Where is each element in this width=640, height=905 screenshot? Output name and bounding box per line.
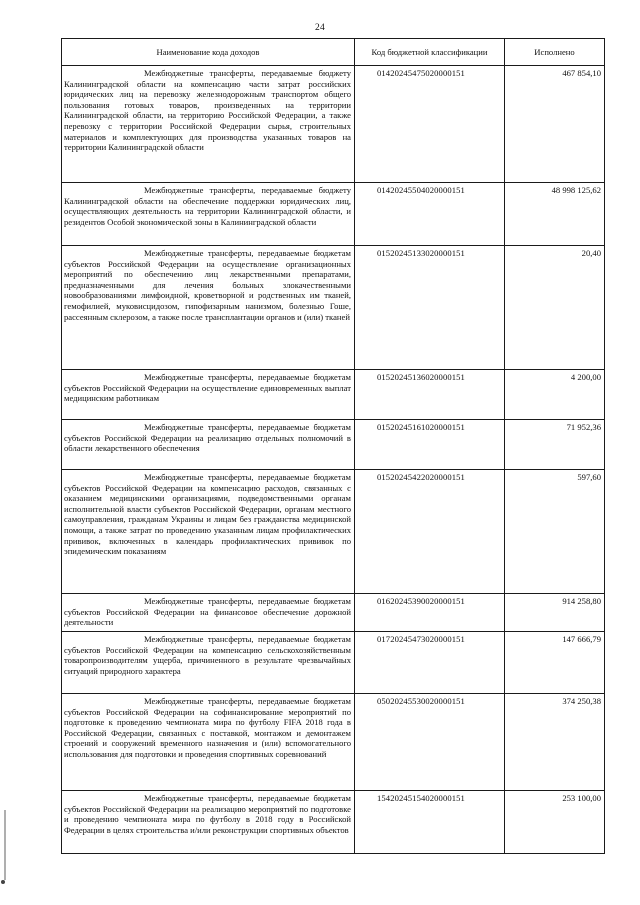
table-header-row xyxy=(62,39,605,66)
revenue-name-text: Межбюджетные трансферты, передаваемые бюджетам субъектов Российской Федерации на осуществление организационных мероприятий по обеспечению лиц лекарственными препаратами, предназначенными для лечения больных злокачественными новообразованиями лимфоидной, кроветворной и родственных им тканей, гемофилией, муковисцидозом, гипофизарным нанизмом, болезнью Гоше, рассеянным склерозом, а также после трансплантации органов и (или) тканей xyxy=(64,248,351,322)
revenue-name-cell xyxy=(62,791,355,854)
executed-amount-cell: 467 854,10 xyxy=(505,66,605,183)
budget-code-cell: 15420245154020000151 xyxy=(355,791,505,854)
table-row xyxy=(62,420,605,470)
table-row xyxy=(62,370,605,420)
revenue-name-cell xyxy=(62,370,355,420)
budget-code-cell: 01420245504020000151 xyxy=(355,183,505,246)
executed-amount-cell: 4 200,00 xyxy=(505,370,605,420)
budget-code-cell: 01520245422020000151 xyxy=(355,470,505,594)
revenue-name-cell xyxy=(62,594,355,632)
revenue-name-cell xyxy=(62,470,355,594)
scan-edge-mark xyxy=(4,810,6,880)
revenue-name-text: Межбюджетные трансферты, передаваемые бюджетам субъектов Российской Федерации на осуществление единовременных выплат медицинским работникам xyxy=(64,372,351,404)
budget-code-cell: 01520245161020000151 xyxy=(355,420,505,470)
revenue-name-text: Межбюджетные трансферты, передаваемые бюджетам субъектов Российской Федерации на компенсацию сельскохозяйственным товаропроизводителям ущерба, причиненного в результате чрезвычайных ситуаций природного характера xyxy=(64,634,351,676)
revenue-name-cell xyxy=(62,246,355,370)
revenue-name-cell xyxy=(62,420,355,470)
revenue-name-text: Межбюджетные трансферты, передаваемые бюджетам субъектов Российской Федерации на софинансирование мероприятий по подготовке к проведению чемпионата мира по футболу FIFA 2018 года в Российской Федерации, связанных с поставкой, монтажом и демонтажем строений и сооружений временного назначения и (или) вспомогательного использования для подготовки и проведения спортивных соревнований xyxy=(64,696,351,759)
revenue-name-cell xyxy=(62,632,355,694)
executed-amount-cell: 147 666,79 xyxy=(505,632,605,694)
table-row xyxy=(62,470,605,594)
budget-code-cell: 01520245136020000151 xyxy=(355,370,505,420)
table-row xyxy=(62,694,605,791)
budget-code-cell: 01720245473020000151 xyxy=(355,632,505,694)
revenue-name-text: Межбюджетные трансферты, передаваемые бюджету Калининградской области на компенсацию части затрат российских юридических лиц на перевозку железнодорожным транспортом общего пользования готовых товаров, произведенных на территории Калининградской области, на территорию Российской Федерации, а также перевозку с территории Российской Федерации сырья, строительных материалов и комплектующих для производства указанных товаров на территории Калининградской области xyxy=(64,68,351,153)
revenue-name-cell xyxy=(62,66,355,183)
header-budget-code: Код бюджетной классификации xyxy=(355,39,505,66)
header-executed: Исполнено xyxy=(505,39,605,66)
executed-amount-cell: 48 998 125,62 xyxy=(505,183,605,246)
executed-amount-cell: 71 952,36 xyxy=(505,420,605,470)
budget-code-cell: 01420245475020000151 xyxy=(355,66,505,183)
page-number: 24 xyxy=(315,23,325,33)
executed-amount-cell: 20,40 xyxy=(505,246,605,370)
table-row xyxy=(62,791,605,854)
executed-amount-cell: 374 250,38 xyxy=(505,694,605,791)
table-row xyxy=(62,594,605,632)
executed-amount-cell: 597,60 xyxy=(505,470,605,594)
revenue-name-text: Межбюджетные трансферты, передаваемые бюджетам субъектов Российской Федерации на реализацию отдельных полномочий в области лекарственного обеспечения xyxy=(64,422,351,454)
revenue-name-text: Межбюджетные трансферты, передаваемые бюджетам субъектов Российской Федерации на компенсацию расходов, связанных с оказанием медицинскими организациями, подведомственными органам исполнительной власти субъектов Российской Федерации, органам местного самоуправления, гражданам Украины и лицам без гражданства медицинской помощи, а также затрат по проведению указанным лицам профилактических прививок, включенных в календарь профилактических прививок по эпидемическим показаниям xyxy=(64,472,351,557)
executed-amount-cell: 253 100,00 xyxy=(505,791,605,854)
budget-code-cell: 05020245530020000151 xyxy=(355,694,505,791)
revenue-table xyxy=(61,38,605,854)
budget-code-cell: 01520245133020000151 xyxy=(355,246,505,370)
scan-dot xyxy=(1,880,5,884)
table-row xyxy=(62,66,605,183)
budget-code-cell: 01620245390020000151 xyxy=(355,594,505,632)
table-row xyxy=(62,246,605,370)
revenue-name-text: Межбюджетные трансферты, передаваемые бюджету Калининградской области на обеспечение поддержки юридических лиц, осуществляющих деятельность на территории Калининградской области, и резидентов Особой экономической зоны в Калининградской области xyxy=(64,185,351,227)
executed-amount-cell: 914 258,80 xyxy=(505,594,605,632)
table-row xyxy=(62,183,605,246)
header-revenue-name: Наименование кода доходов xyxy=(62,39,355,66)
revenue-name-text: Межбюджетные трансферты, передаваемые бюджетам субъектов Российской Федерации на реализацию мероприятий по подготовке и проведению чемпионата мира по футболу в 2018 году в Российской Федерации в целях строительства и/или реконструкции спортивных объектов xyxy=(64,793,351,835)
revenue-name-text: Межбюджетные трансферты, передаваемые бюджетам субъектов Российской Федерации на финансовое обеспечение дорожной деятельности xyxy=(64,596,351,628)
table-row xyxy=(62,632,605,694)
revenue-name-cell xyxy=(62,694,355,791)
revenue-name-cell xyxy=(62,183,355,246)
